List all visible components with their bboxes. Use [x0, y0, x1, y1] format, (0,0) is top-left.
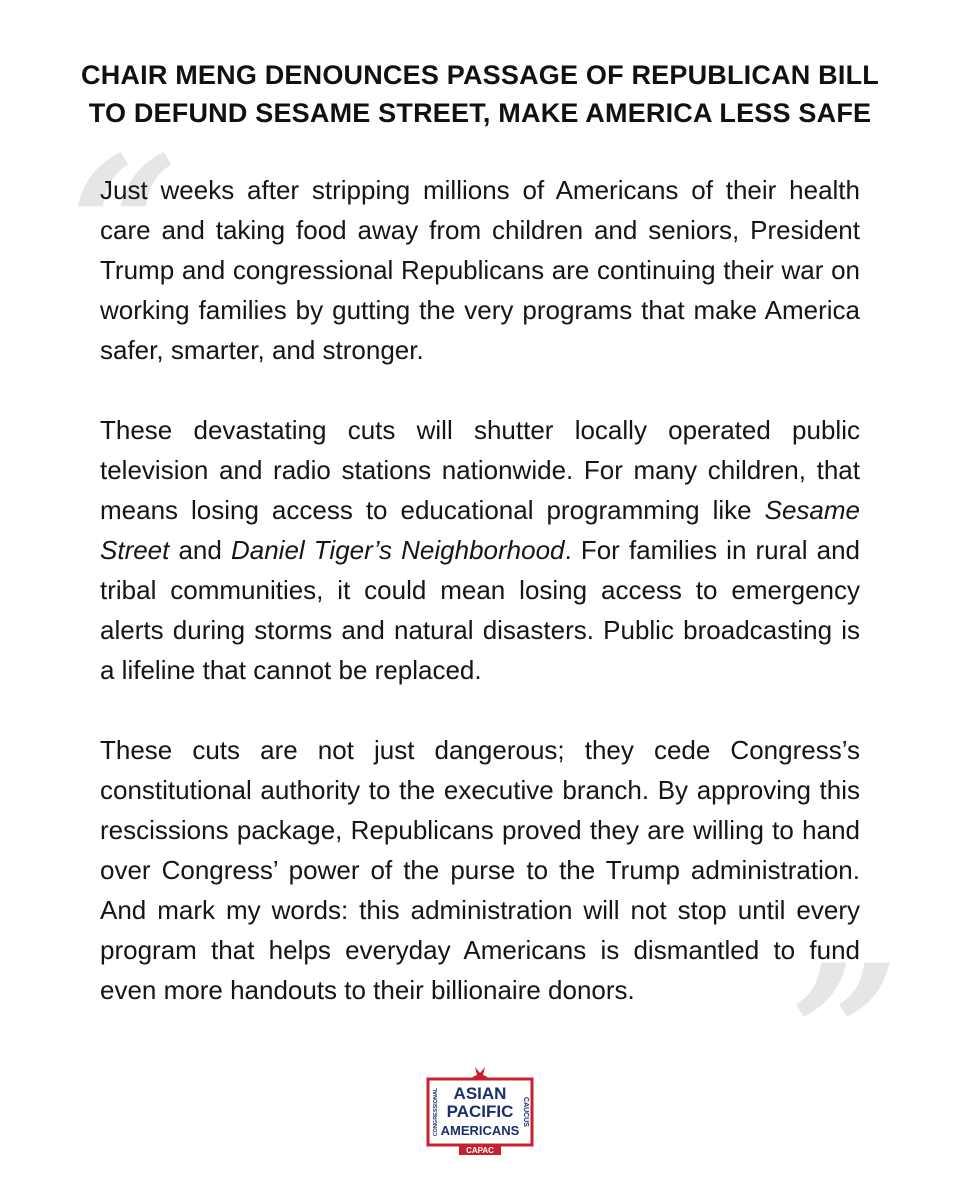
- emblem-icon: [472, 1067, 488, 1079]
- show-title-daniel-tiger: Daniel Tiger’s Neighborhood: [230, 535, 565, 565]
- page-title: [60, 56, 900, 132]
- show-title-sesame-street: Sesame Street: [100, 495, 860, 565]
- logo-side-right: CAUCUS: [522, 1097, 529, 1127]
- close-quote-icon: ”: [790, 923, 900, 1146]
- logo-side-left: CONGRESSIONAL: [433, 1087, 439, 1137]
- title-line-2: TO DEFUND SESAME STREET, MAKE AMERICA LESS SAFE: [88, 98, 872, 128]
- logo-footer: CAPAC: [466, 1146, 494, 1155]
- paragraph-2: [100, 410, 860, 690]
- paragraph-2-part-1: These devastating cuts will shutter locally operated public television and radio stations nationwide. For many children, that means losing access to educational programming like: [100, 415, 860, 525]
- statement-body: [100, 170, 860, 1050]
- logo-line-2: PACIFIC: [446, 1102, 514, 1121]
- capac-logo: [425, 1065, 535, 1160]
- paragraph-3: These cuts are not just dangerous; they cede Congress’s constitutional authority to the executive branch. By approving this rescissions package, Republicans proved they are willing to hand over Congress’ power of the purse to the Trump administration. And mark my words: this administration will not stop until every program that helps everyday Americans is dismantled to fund even more handouts to their billionaire donors.: [100, 735, 860, 1005]
- logo-line-1: ASIAN: [453, 1084, 507, 1103]
- paragraph-2-part-2: . For families in rural and tribal communities, it could mean losing access to emergency alerts during storms and natural disasters. Public broadcasting is a lifeline that cannot be replaced.: [100, 535, 861, 685]
- paragraph-2-and: and: [169, 535, 231, 565]
- open-quote-icon: “: [70, 115, 180, 338]
- logo-line-3: AMERICANS: [440, 1123, 520, 1138]
- paragraph-1: Just weeks after stripping millions of Americans of their health care and taking food away from children and seniors, President Trump and congressional Republicans are continuing their war on working families by gutting the very programs that make America safer, smarter, and stronger.: [100, 175, 860, 365]
- title-line-1: CHAIR MENG DENOUNCES PASSAGE OF REPUBLICAN BILL: [81, 60, 879, 90]
